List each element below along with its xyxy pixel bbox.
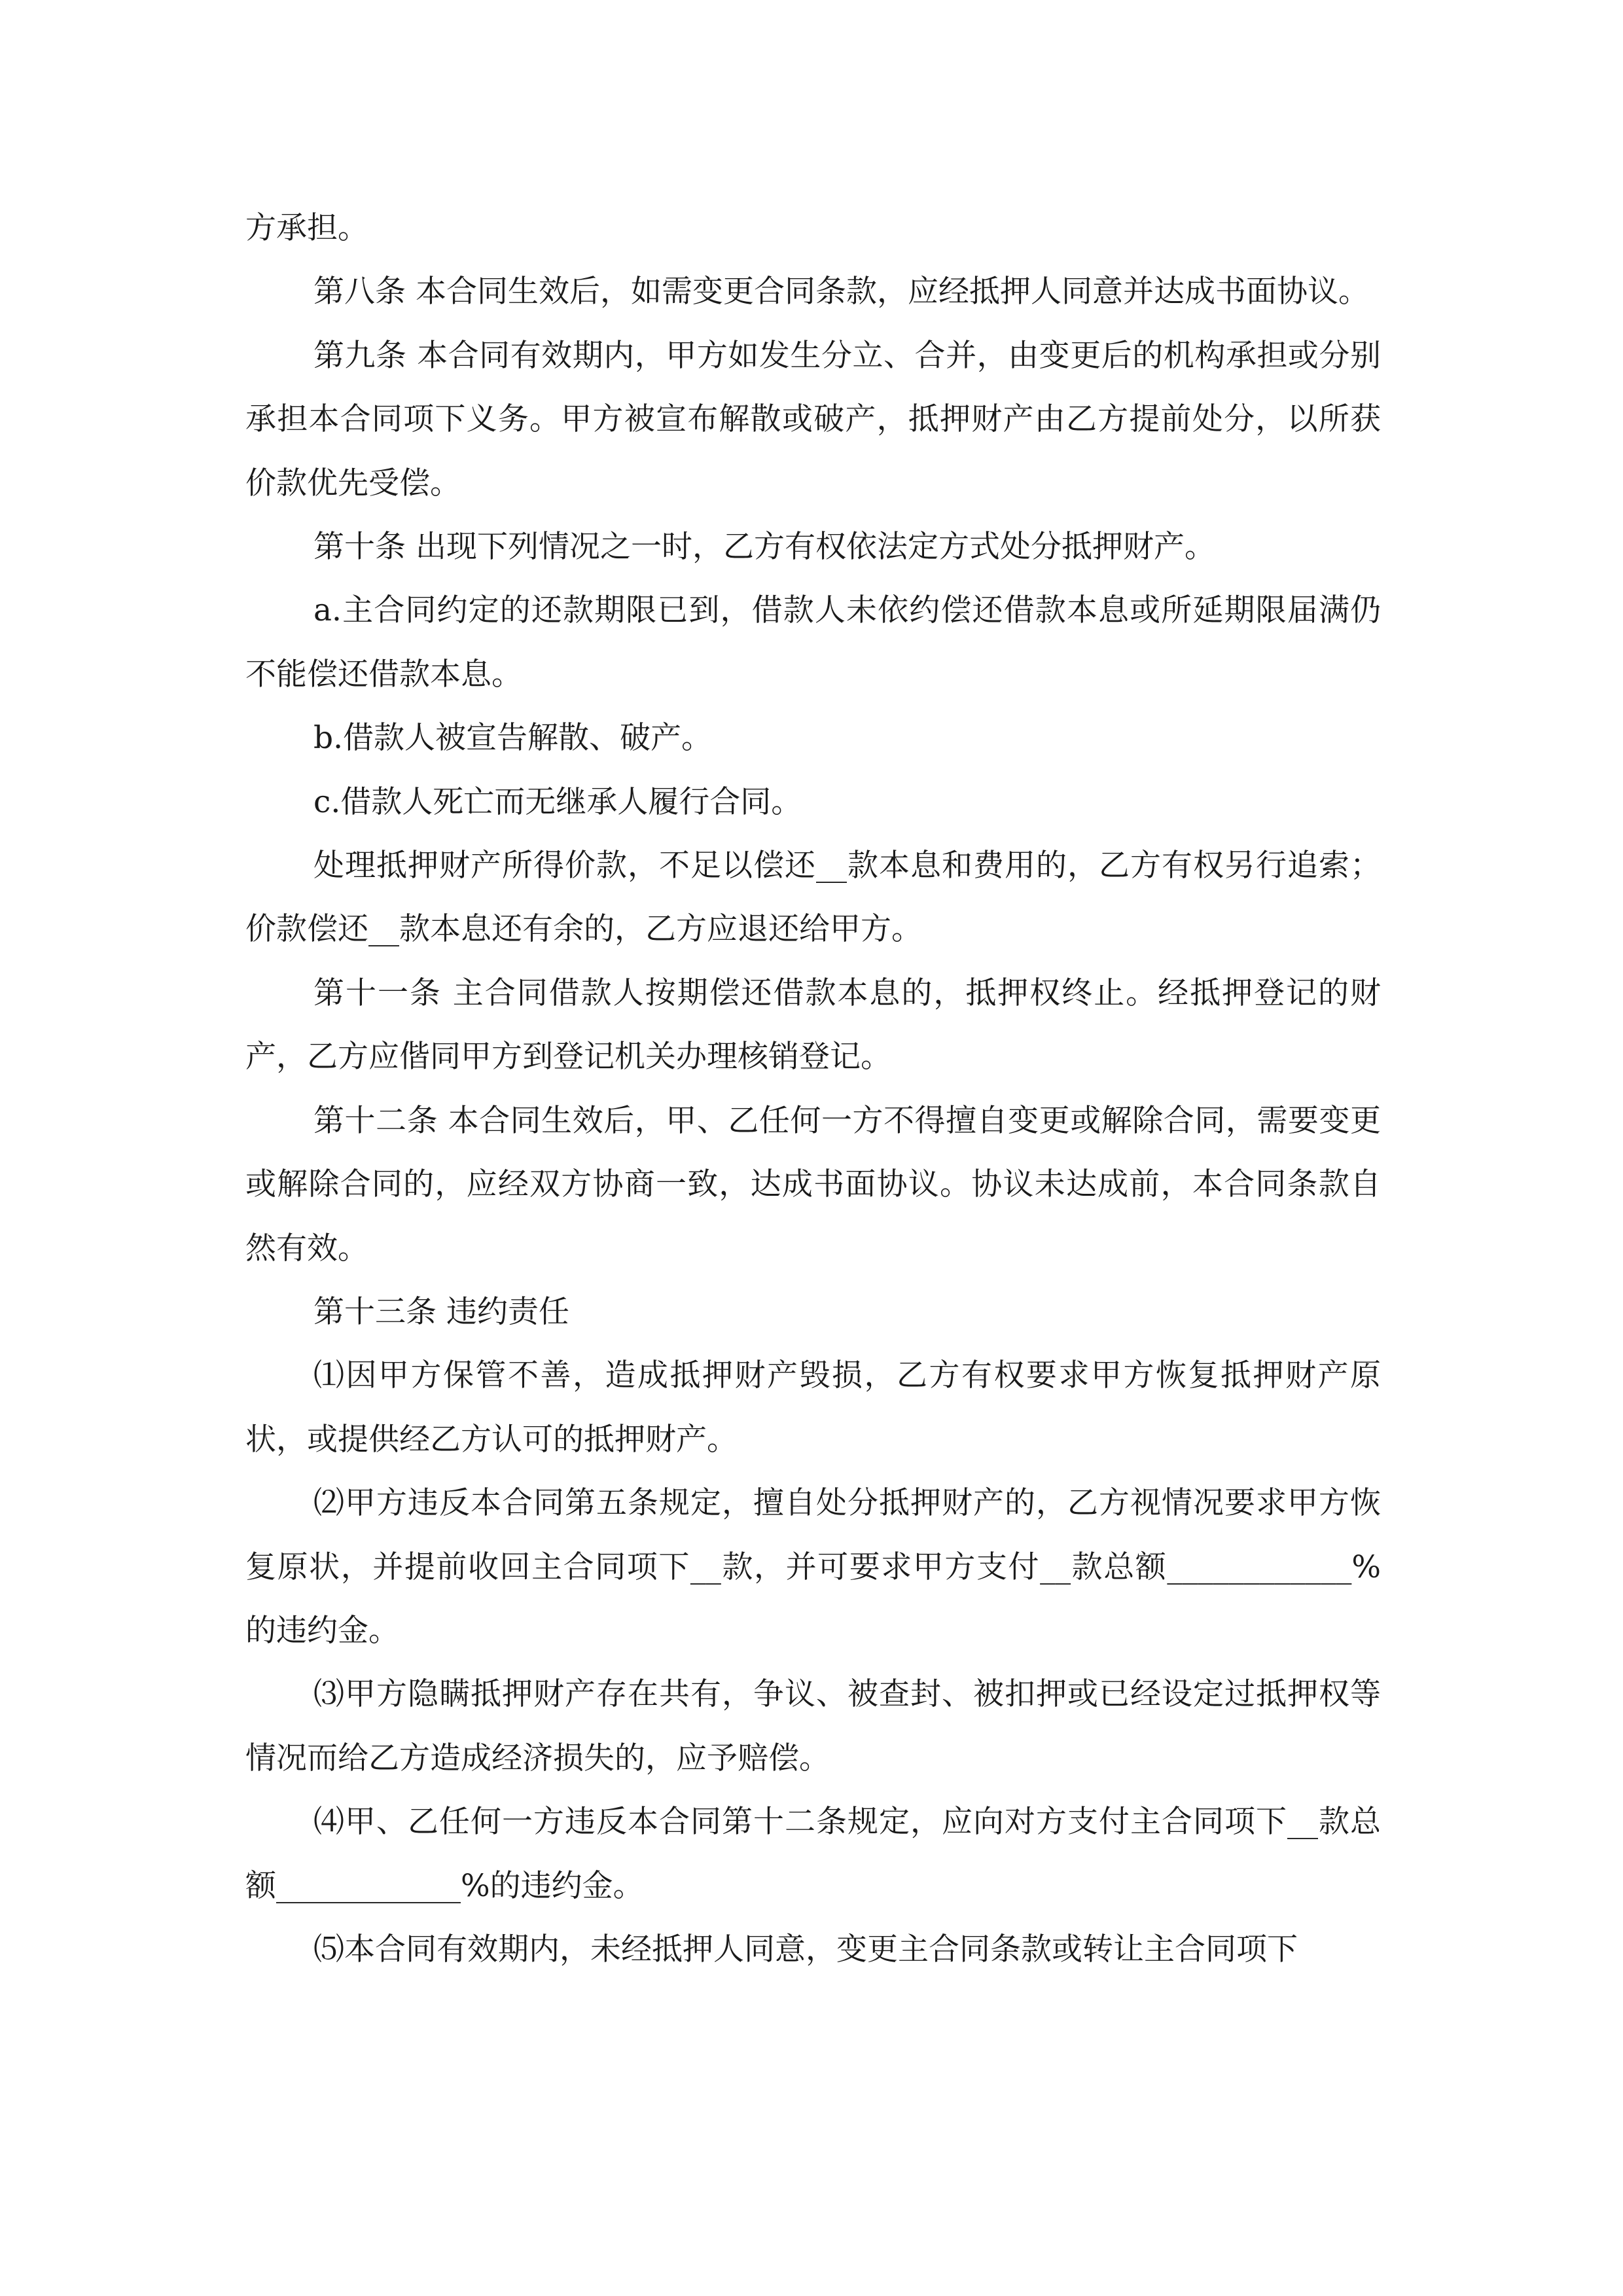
article-12: 第十二条 本合同生效后，甲、乙任何一方不得擅自变更或解除合同，需要变更或解除合同的，应经双方协商一致，达成书面协议。协议未达成前，本合同条款自然有效。	[245, 1102, 1381, 1266]
article-10: 第十条 出现下列情况之一时，乙方有权依法定方式处分抵押财产。	[313, 529, 1215, 565]
document-page	[245, 196, 1381, 1981]
article-13-clause-5: ⑸本合同有效期内，未经抵押人同意，变更主合同条款或转让主合同项下	[313, 1931, 1298, 1967]
article-13-clause-1: ⑴因甲方保管不善，造成抵押财产毁损，乙方有权要求甲方恢复抵押财产原状，或提供经乙方认可的抵押财产。	[245, 1357, 1381, 1458]
paragraph-continuation: 方承担。	[245, 210, 368, 246]
article-10-proceeds: 处理抵押财产所得价款，不足以偿还__款本息和费用的，乙方有权另行追索；价款偿还__款本息还有余的，乙方应退还给甲方。	[245, 848, 1381, 948]
article-10-item-b: b.借款人被宣告解散、破产。	[313, 720, 713, 757]
article-9: 第九条 本合同有效期内，甲方如发生分立、合并，由变更后的机构承担或分别承担本合同项下义务。甲方被宣布解散或破产，抵押财产由乙方提前处分，以所获价款优先受偿。	[245, 337, 1381, 501]
article-8: 第八条 本合同生效后，如需变更合同条款，应经抵押人同意并达成书面协议。	[313, 274, 1369, 310]
article-11: 第十一条 主合同借款人按期偿还借款本息的，抵押权终止。经抵押登记的财产，乙方应偕同甲方到登记机关办理核销登记。	[245, 975, 1381, 1075]
article-13-clause-3: ⑶甲方隐瞒抵押财产存在共有，争议、被查封、被扣押或已经设定过抵押权等情况而给乙方造成经济损失的，应予赔偿。	[245, 1676, 1381, 1776]
article-13-clause-4: ⑷甲、乙任何一方违反本合同第十二条规定，应向对方支付主合同项下__款总额____________%的违约金。	[245, 1804, 1381, 1904]
article-10-item-c: c.借款人死亡而无继承人履行合同。	[313, 783, 802, 820]
article-13-clause-2: ⑵甲方违反本合同第五条规定，擅自处分抵押财产的，乙方视情况要求甲方恢复原状，并提前收回主合同项下__款，并可要求甲方支付__款总额____________%的违约金。	[245, 1485, 1381, 1649]
article-13-heading: 第十三条 违约责任	[313, 1293, 569, 1330]
article-10-item-a: a.主合同约定的还款期限已到，借款人未依约偿还借款本息或所延期限届满仍不能偿还借款本息。	[245, 592, 1381, 692]
